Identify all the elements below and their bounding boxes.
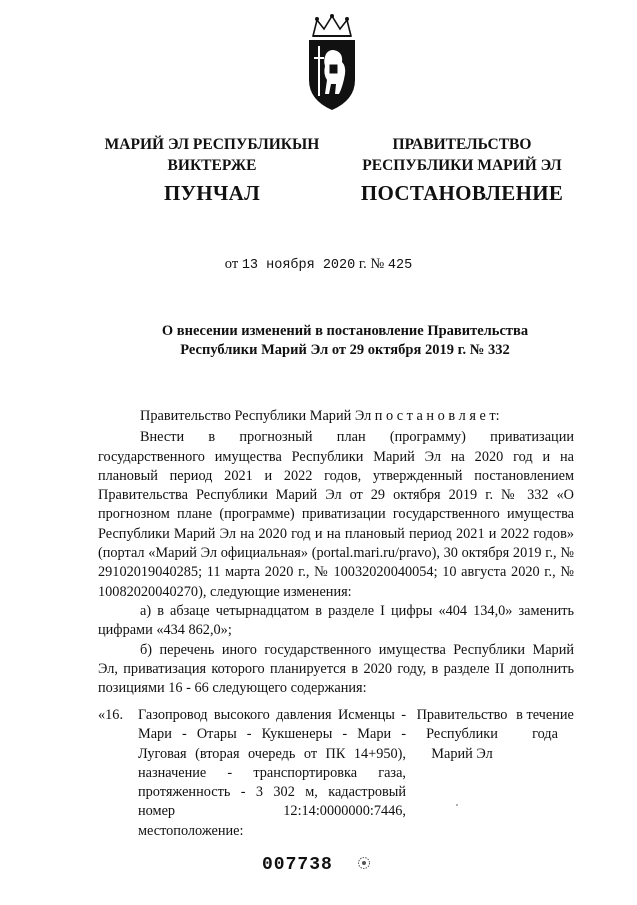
row-organization: Правительство Республики Марий Эл [416,707,508,762]
date-line [0,256,637,273]
coat-of-arms-icon [299,14,365,112]
document-date: 13 ноября 2020 [241,258,356,273]
number-sign: № [370,256,385,272]
date-prefix: от [224,256,239,272]
header-left-block [96,134,328,204]
header-right-line2: РЕСПУБЛИКИ МАРИЙ ЭЛ [362,157,562,174]
serial-number: 007738 [262,855,333,875]
header-left-title: ПУНЧАЛ [163,181,261,205]
body-item-a: а) в абзаце четырнадцатом в разделе I цифры «404 134,0» заменить цифрами «434 862,0»; [98,602,574,639]
header-right-line1: ПРАВИТЕЛЬСТВО [392,136,532,153]
date-year-suffix: г. [358,256,367,272]
header-right-title: ПОСТАНОВЛЕНИЕ [360,181,564,205]
document-body [98,407,574,698]
header-left-line1: МАРИЙ ЭЛ РЕСПУБЛИКЫН [104,136,320,153]
row-term: в течение года [516,707,574,743]
body-item-b: б) перечень иного государственного имущества Республики Марий Эл, приватизация которого планируется в 2020 году, в разделе II дополнить позициями 16 - 66 следующего содержания: [98,641,574,697]
scan-dot [456,804,458,806]
body-intro: Правительство Республики Марий Эл п о с т а н о в л я е т: [140,408,500,424]
seal-star-icon [357,856,371,870]
row-description: Газопровод высокого давления Исменцы - Мари - Отары - Кукшенеры - Мари - Луговая (вторая очередь от ПК 14+950), назначение - транспортировка газа, протяженность - 3 302 м, кадастровый номер 12:14:0000000:7446, местоположение: [138,707,406,839]
title-line1: О внесении изменений в постановление Правительства [161,323,529,339]
row-number: «16. [98,707,124,723]
body-paragraph-1: Внести в прогнозный план (программу) приватизации государственного имущества Республики Марий Эл на 2020 год и на плановый период 2021 и 2022 годов, утвержденный постановлением Правительства Республики Марий Эл от 29 октября 2019 г. № 332 «О прогнозном плане (программе) приватизации государственного имущества Республики Марий Эл на 2020 год и на плановый период 2021 и 2022 годов» (портал «Марий Эл официальная» (portal.mari.ru/pravo), 30 октября 2019 г., № 29102019040285; 11 марта 2020 г., № 10032020040054; 10 августа 2020 г., № 10082020040270), следующие изменения: [98,429,574,600]
header-left-line2: ВИКТЕРЖЕ [167,157,257,174]
title-line2: Республики Марий Эл от 29 октября 2019 г. № 332 [180,342,510,358]
document-title [80,322,610,360]
document-number: 425 [387,258,413,273]
header-right-block [360,134,564,204]
